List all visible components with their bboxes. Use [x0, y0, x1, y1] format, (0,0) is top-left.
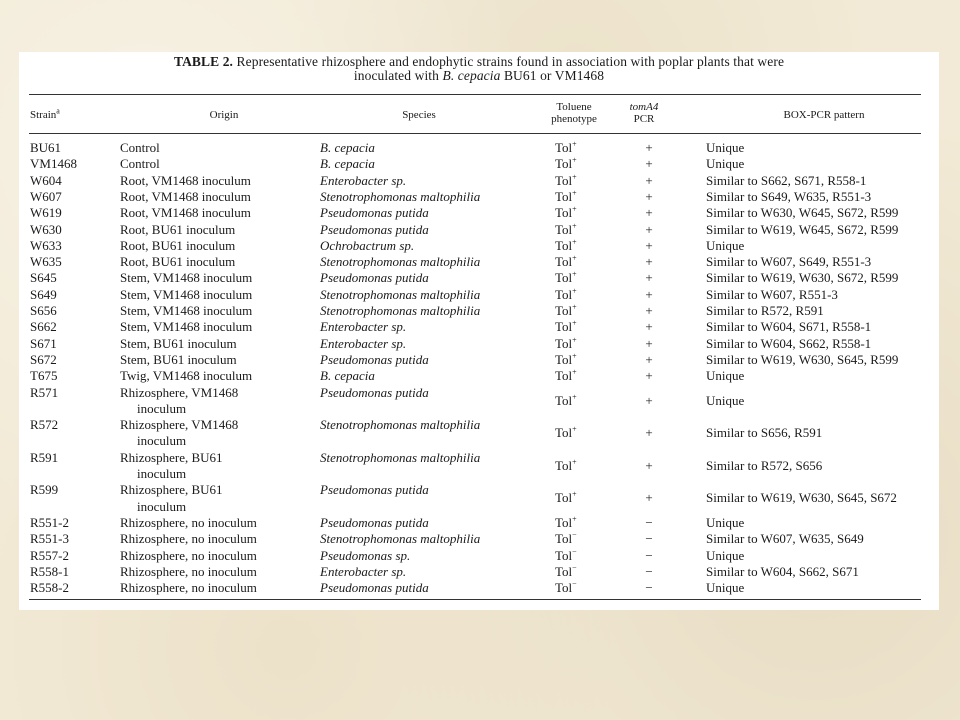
toluene-label: Tol — [555, 237, 573, 253]
cell-species: Stenotrophomonas maltophilia — [320, 286, 481, 302]
cell-toma4-pcr: + — [645, 392, 653, 408]
cell-origin: Root, VM1468 inoculum — [120, 188, 251, 204]
cell-species: Stenotrophomonas maltophilia — [320, 449, 481, 465]
table-caption — [19, 55, 939, 83]
cell-box-pcr: Similar to S656, R591 — [706, 425, 823, 441]
cell-origin: Rhizosphere, no inoculum — [120, 580, 257, 596]
cell-strain: S645 — [30, 270, 57, 286]
cell-strain: S649 — [30, 286, 57, 302]
header-toluene — [534, 101, 614, 125]
header-pcr-line1: tomA4 — [629, 101, 659, 113]
cell-origin: Stem, BU61 inoculum — [120, 335, 237, 351]
cell-box-pcr: Similar to S649, W635, R551-3 — [706, 188, 872, 204]
cell-toma4-pcr: − — [645, 563, 653, 579]
cell-species: Pseudomonas sp. — [320, 547, 411, 563]
cell-toluene-phenotype — [555, 531, 577, 546]
caption-line2-prefix: inoculated with — [353, 68, 443, 83]
cell-origin: Rhizosphere, no inoculum — [120, 563, 257, 579]
cell-origin: Rhizosphere, BU61 — [120, 449, 223, 465]
cell-strain: S662 — [30, 319, 57, 335]
cell-origin: inoculum — [137, 466, 187, 481]
toluene-sign: + — [572, 457, 577, 467]
cell-box-pcr: Unique — [706, 156, 745, 172]
toluene-sign: + — [572, 351, 577, 361]
header-rule — [29, 133, 921, 134]
cell-origin: Control — [120, 156, 160, 172]
cell-strain: R551-3 — [30, 531, 69, 547]
cell-toluene-phenotype — [555, 205, 577, 220]
cell-origin: Root, BU61 inoculum — [120, 221, 236, 237]
cell-toluene-phenotype — [555, 303, 577, 318]
cell-species: Pseudomonas putida — [320, 221, 429, 237]
toluene-label: Tol — [555, 286, 573, 302]
cell-strain: W630 — [30, 221, 62, 237]
table-top-rule — [29, 94, 921, 95]
cell-origin: Stem, BU61 inoculum — [120, 351, 237, 367]
toluene-label: Tol — [555, 303, 573, 318]
toluene-label: Tol — [555, 425, 573, 441]
cell-toma4-pcr: + — [645, 188, 653, 204]
toluene-label: Tol — [555, 563, 573, 579]
cell-strain: W607 — [30, 188, 62, 204]
cell-origin: Rhizosphere, no inoculum — [120, 514, 257, 530]
cell-toluene-phenotype — [555, 393, 577, 408]
cell-species: Enterobacter sp. — [320, 563, 407, 579]
toluene-sign: + — [572, 490, 577, 500]
cell-toluene-phenotype — [555, 319, 577, 334]
cell-box-pcr: Similar to W604, S671, R558-1 — [706, 319, 872, 335]
toluene-label: Tol — [555, 205, 573, 221]
cell-origin: Stem, VM1468 inoculum — [120, 319, 253, 335]
cell-toma4-pcr: + — [645, 425, 653, 441]
cell-strain: R571 — [30, 384, 59, 400]
toluene-label: Tol — [555, 351, 573, 367]
header-strain-footnote: a — [56, 106, 60, 116]
toluene-label: Tol — [555, 221, 573, 237]
cell-origin: Stem, VM1468 inoculum — [120, 286, 253, 302]
cell-box-pcr: Similar to R572, S656 — [706, 457, 823, 473]
toluene-sign: + — [572, 139, 577, 149]
cell-origin: Rhizosphere, no inoculum — [120, 547, 257, 563]
cell-toluene-phenotype — [555, 368, 577, 383]
cell-box-pcr: Similar to W607, W635, S649 — [706, 531, 864, 547]
cell-origin: Control — [120, 140, 160, 155]
cell-toma4-pcr: + — [645, 286, 653, 302]
cell-toma4-pcr: + — [645, 140, 653, 155]
cell-species: B. cepacia — [320, 156, 375, 172]
caption-line-2 — [19, 69, 939, 83]
cell-strain: R558-1 — [30, 563, 69, 579]
cell-toluene-phenotype — [555, 564, 577, 579]
cell-species: Pseudomonas putida — [320, 351, 429, 367]
caption-line2-suffix: BU61 or VM1468 — [500, 68, 605, 83]
cell-species: Pseudomonas putida — [320, 580, 429, 596]
header-box-pcr: BOX-PCR pattern — [783, 109, 865, 121]
cell-strain: T675 — [30, 368, 58, 384]
cell-origin: inoculum — [137, 433, 187, 449]
cell-species: Enterobacter sp. — [320, 172, 407, 188]
cell-box-pcr: Similar to W619, W630, S672, R599 — [706, 270, 899, 286]
toluene-label: Tol — [555, 580, 573, 596]
cell-toluene-phenotype — [555, 156, 577, 171]
cell-toma4-pcr: + — [645, 457, 653, 473]
cell-box-pcr: Similar to W630, W645, S672, R599 — [706, 205, 899, 221]
cell-origin: Root, BU61 inoculum — [120, 237, 236, 253]
cell-origin: Rhizosphere, VM1468 — [120, 384, 239, 400]
cell-species: Enterobacter sp. — [320, 335, 407, 351]
table-panel — [19, 52, 939, 610]
toluene-sign: + — [572, 155, 577, 165]
cell-origin: Stem, VM1468 inoculum — [120, 303, 253, 318]
cell-toma4-pcr: + — [645, 490, 653, 506]
cell-toluene-phenotype — [555, 238, 577, 253]
cell-box-pcr: Similar to W607, R551-3 — [706, 286, 838, 302]
cell-origin: inoculum — [137, 498, 187, 514]
toluene-sign: + — [572, 221, 577, 231]
cell-toluene-phenotype — [555, 580, 577, 595]
cell-toma4-pcr: + — [645, 368, 653, 384]
toluene-sign: + — [572, 392, 577, 402]
cell-toluene-phenotype — [555, 189, 577, 204]
cell-species: Enterobacter sp. — [320, 319, 407, 335]
cell-toma4-pcr: + — [645, 156, 653, 172]
cell-species: Ochrobactrum sp. — [320, 237, 415, 253]
cell-species: Pseudomonas putida — [320, 205, 429, 221]
cell-origin: Rhizosphere, no inoculum — [120, 531, 257, 547]
header-strain — [30, 106, 60, 121]
toluene-sign: + — [572, 188, 577, 198]
cell-box-pcr: Similar to R572, R591 — [706, 303, 824, 318]
toluene-label: Tol — [555, 490, 573, 506]
cell-toluene-phenotype — [555, 425, 577, 440]
cell-species: Pseudomonas putida — [320, 270, 429, 286]
cell-toma4-pcr: − — [645, 514, 653, 530]
toluene-label: Tol — [555, 335, 573, 351]
header-strain-label: Strain — [30, 109, 57, 121]
cell-species: Pseudomonas putida — [320, 514, 429, 530]
cell-strain: VM1468 — [30, 156, 77, 172]
cell-toma4-pcr: + — [645, 335, 653, 351]
cell-strain: S672 — [30, 351, 57, 367]
cell-toluene-phenotype — [555, 173, 577, 188]
toluene-sign: + — [572, 237, 577, 247]
toluene-sign: − — [572, 530, 577, 540]
cell-strain: R572 — [30, 417, 59, 433]
cell-strain: R599 — [30, 482, 59, 498]
toluene-sign: + — [572, 335, 577, 345]
cell-toluene-phenotype — [555, 222, 577, 237]
toluene-sign: + — [572, 204, 577, 214]
cell-strain: R591 — [30, 449, 59, 465]
toluene-sign: + — [572, 172, 577, 182]
cell-toluene-phenotype — [555, 458, 577, 473]
cell-toluene-phenotype — [555, 336, 577, 351]
toluene-sign: − — [572, 563, 577, 573]
header-origin: Origin — [209, 109, 239, 121]
cell-toma4-pcr: − — [645, 547, 653, 563]
toluene-label: Tol — [555, 172, 573, 188]
toluene-label: Tol — [555, 254, 573, 270]
toluene-sign: + — [572, 424, 577, 434]
cell-toma4-pcr: − — [645, 580, 653, 596]
cell-strain: W633 — [30, 237, 62, 253]
caption-line-1 — [19, 55, 939, 69]
cell-box-pcr: Similar to W619, W645, S672, R599 — [706, 221, 899, 237]
cell-toluene-phenotype — [555, 352, 577, 367]
toluene-sign: + — [572, 367, 577, 377]
cell-species: Pseudomonas putida — [320, 482, 429, 498]
toluene-sign: + — [572, 318, 577, 328]
cell-box-pcr: Unique — [706, 237, 745, 253]
cell-toluene-phenotype — [555, 490, 577, 505]
toluene-label: Tol — [555, 270, 573, 286]
table-bottom-rule — [29, 599, 921, 600]
toluene-label: Tol — [555, 392, 573, 408]
toluene-sign: + — [572, 253, 577, 263]
cell-toluene-phenotype — [555, 140, 577, 155]
cell-box-pcr: Unique — [706, 368, 745, 384]
cell-origin: inoculum — [137, 400, 187, 416]
toluene-sign: − — [572, 579, 577, 589]
cell-origin: Root, VM1468 inoculum — [120, 205, 251, 221]
cell-toluene-phenotype — [555, 515, 577, 530]
toluene-label: Tol — [555, 457, 573, 473]
toluene-label: Tol — [555, 514, 573, 530]
toluene-sign: − — [572, 547, 577, 557]
cell-toma4-pcr: + — [645, 221, 653, 237]
cell-box-pcr: Similar to W607, S649, R551-3 — [706, 254, 872, 270]
toluene-sign: + — [572, 286, 577, 296]
cell-strain: W604 — [30, 172, 62, 188]
cell-toma4-pcr: − — [645, 531, 653, 547]
cell-toma4-pcr: + — [645, 270, 653, 286]
cell-species: B. cepacia — [320, 140, 375, 155]
cell-origin: Twig, VM1468 inoculum — [120, 368, 253, 384]
caption-label: TABLE 2. — [173, 54, 234, 69]
cell-origin: Rhizosphere, BU61 — [120, 482, 223, 498]
cell-box-pcr: Unique — [706, 547, 745, 563]
cell-box-pcr: Unique — [706, 140, 745, 155]
cell-species: Stenotrophomonas maltophilia — [320, 531, 481, 547]
toluene-sign: + — [572, 302, 577, 312]
cell-box-pcr: Similar to S662, S671, R558-1 — [706, 172, 867, 188]
cell-origin: Rhizosphere, VM1468 — [120, 417, 239, 433]
toluene-sign: + — [572, 270, 577, 280]
cell-box-pcr: Similar to W619, W630, S645, S672 — [706, 490, 897, 506]
caption-species: B. cepacia — [442, 68, 501, 83]
cell-toluene-phenotype — [555, 548, 577, 563]
toluene-sign: + — [572, 514, 577, 524]
header-species: Species — [402, 109, 436, 121]
cell-strain: S671 — [30, 335, 57, 351]
cell-box-pcr: Similar to W619, W630, S645, R599 — [706, 351, 899, 367]
cell-box-pcr: Similar to W604, S662, R558-1 — [706, 335, 872, 351]
cell-species: Stenotrophomonas maltophilia — [320, 417, 481, 433]
cell-box-pcr: Unique — [706, 392, 745, 408]
cell-strain: W619 — [30, 205, 62, 221]
cell-species: Pseudomonas putida — [320, 384, 429, 400]
cell-strain: R558-2 — [30, 580, 69, 596]
toluene-label: Tol — [555, 368, 573, 384]
toluene-label: Tol — [555, 319, 573, 335]
cell-toluene-phenotype — [555, 270, 577, 285]
cell-toma4-pcr: + — [645, 303, 653, 318]
cell-toma4-pcr: + — [645, 254, 653, 270]
caption-text: Representative rhizosphere and endophytic strains found in association with poplar plants that were — [236, 54, 785, 69]
toluene-label: Tol — [555, 531, 573, 547]
toluene-label: Tol — [555, 547, 573, 563]
cell-strain: W635 — [30, 254, 62, 270]
cell-toma4-pcr: + — [645, 319, 653, 335]
header-pcr — [614, 101, 674, 125]
header-pcr-line2: PCR — [633, 113, 655, 125]
cell-species: Stenotrophomonas maltophilia — [320, 188, 481, 204]
cell-origin: Root, VM1468 inoculum — [120, 172, 251, 188]
cell-strain: R551-2 — [30, 514, 69, 530]
cell-strain: BU61 — [30, 140, 62, 155]
cell-strain: R557-2 — [30, 547, 69, 563]
cell-toma4-pcr: + — [645, 351, 653, 367]
cell-box-pcr: Unique — [706, 514, 745, 530]
cell-box-pcr: Unique — [706, 580, 745, 596]
cell-toma4-pcr: + — [645, 237, 653, 253]
cell-toluene-phenotype — [555, 287, 577, 302]
header-toluene-line1: Toluene — [556, 101, 592, 113]
header-toluene-line2: phenotype — [551, 113, 597, 125]
toluene-label: Tol — [555, 140, 573, 155]
cell-strain: S656 — [30, 303, 57, 318]
cell-origin: Root, BU61 inoculum — [120, 254, 236, 270]
toluene-label: Tol — [555, 156, 573, 172]
cell-box-pcr: Similar to W604, S662, S671 — [706, 563, 859, 579]
cell-species: Stenotrophomonas maltophilia — [320, 303, 481, 318]
cell-species: Stenotrophomonas maltophilia — [320, 254, 481, 270]
cell-species: B. cepacia — [320, 368, 375, 384]
cell-toluene-phenotype — [555, 254, 577, 269]
cell-toma4-pcr: + — [645, 172, 653, 188]
toluene-label: Tol — [555, 188, 573, 204]
cell-origin: Stem, VM1468 inoculum — [120, 270, 253, 286]
cell-toma4-pcr: + — [645, 205, 653, 221]
